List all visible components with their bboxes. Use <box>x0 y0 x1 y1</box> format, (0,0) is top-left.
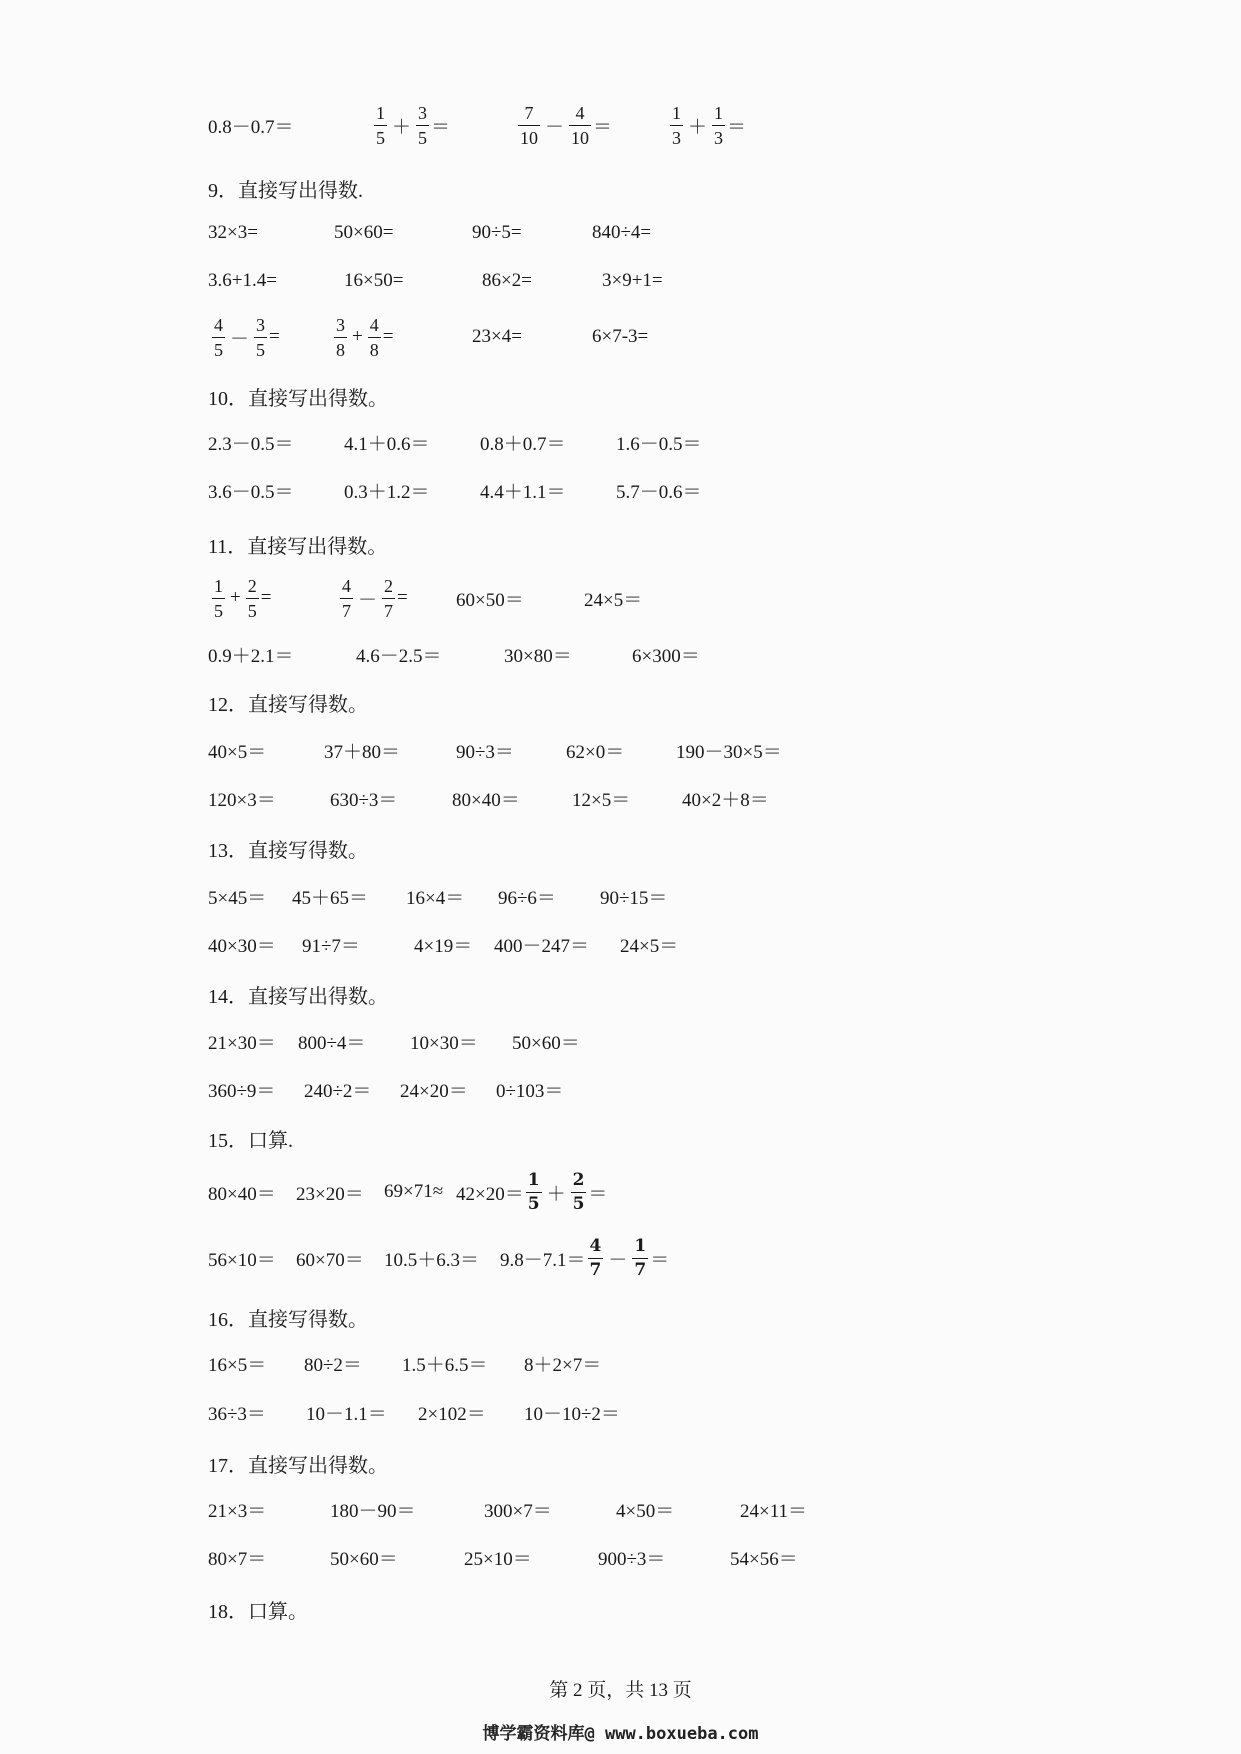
expr: 400－247＝ <box>494 935 590 957</box>
expr: 56×10＝ <box>208 1249 276 1271</box>
expr: 0.3＋1.2＝ <box>344 481 430 503</box>
q10-row-2 <box>0 468 1241 512</box>
expr: 1.6－0.5＝ <box>616 433 702 455</box>
fraction: $\frac{1}{5}$ <box>376 102 385 148</box>
q12-row-2 <box>0 776 1241 820</box>
fraction: $\frac{2}{5}$ <box>247 575 257 621</box>
q9-row-1 <box>0 211 1241 255</box>
expr: 840÷4= <box>592 222 652 243</box>
expr: 60×70＝ <box>296 1249 364 1271</box>
expr: 45＋65＝ <box>292 887 369 909</box>
expr: 16×4＝ <box>406 887 465 909</box>
q14-row-2 <box>0 1067 1241 1111</box>
fraction: $\frac{2}{7}$ <box>384 575 394 621</box>
expr: 800÷4＝ <box>298 1032 366 1054</box>
fraction: $\frac{1}{3}$ <box>714 102 724 148</box>
fraction: $\frac{3}{8}$ <box>336 314 345 360</box>
expr: 630÷3＝ <box>330 789 398 811</box>
q16-row-1 <box>0 1341 1241 1385</box>
expr-fraction: $\frac{4}{5}$ － $\frac{3}{5}$ = <box>214 314 280 360</box>
expr: 21×3＝ <box>208 1500 267 1522</box>
expr: 24×20＝ <box>400 1080 468 1102</box>
fraction: $\frac{4}{7}$ <box>589 1235 602 1280</box>
page-footer: 第 2 页，共 13 页 <box>549 1680 692 1701</box>
q17-row-2 <box>0 1535 1241 1579</box>
fraction: $\frac{4}{8}$ <box>369 314 379 360</box>
expr: 900÷3＝ <box>598 1548 666 1570</box>
expr: 10.5＋6.3＝ <box>384 1249 480 1271</box>
expr: 0.8－0.7＝ <box>208 116 294 138</box>
expr: 0÷103＝ <box>496 1080 564 1102</box>
expr: 40×2＋8＝ <box>682 789 769 811</box>
q16-row-2 <box>0 1390 1241 1434</box>
expr: 90÷5= <box>472 222 522 243</box>
expr: 190－30×5＝ <box>676 741 782 763</box>
expr: 5×45＝ <box>208 887 267 909</box>
expr: 37＋80＝ <box>324 741 401 763</box>
expr-fraction: $\frac{1}{5}$ + $\frac{2}{5}$ = <box>214 575 272 621</box>
question-9-title: 9．直接写出得数. <box>208 180 363 202</box>
expr: 24×11＝ <box>740 1500 808 1522</box>
expr: 10－10÷2＝ <box>524 1403 620 1425</box>
row-0 <box>0 103 1241 147</box>
expr: 0.8＋0.7＝ <box>480 433 566 455</box>
fraction: $\frac{2}{5}$ <box>572 1169 585 1214</box>
expr: 3.6－0.5＝ <box>208 481 294 503</box>
expr: 4.1＋0.6＝ <box>344 433 430 455</box>
watermark-site: 博学霸资料库 <box>482 1724 585 1744</box>
expr: 50×60＝ <box>512 1032 580 1054</box>
expr-fraction: $\frac{1}{5}$ ＋ $\frac{3}{5}$ ＝ <box>376 102 451 148</box>
question-16-title: 16．直接写得数。 <box>208 1309 368 1331</box>
q11-row-1 <box>0 576 1241 620</box>
fraction: $\frac{3}{5}$ <box>418 102 428 148</box>
question-13-title: 13．直接写得数。 <box>208 840 368 862</box>
expr: 300×7＝ <box>484 1500 552 1522</box>
fraction: $\frac{1}{5}$ <box>527 1169 540 1214</box>
question-14-title: 14．直接写出得数。 <box>208 986 388 1008</box>
expr: 60×50＝ <box>456 589 524 611</box>
question-11-title: 11．直接写出得数。 <box>208 536 388 558</box>
expr: 54×56＝ <box>730 1548 798 1570</box>
fraction: $\frac{4}{5}$ <box>214 314 223 360</box>
question-12-title: 12．直接写得数。 <box>208 694 368 716</box>
expr: 360÷9＝ <box>208 1080 276 1102</box>
fraction: $\frac{7}{10}$ <box>520 102 538 148</box>
expr-fraction: 9.8－7.1＝ $\frac{4}{7}$ － $\frac{1}{7}$ ＝ <box>500 1235 670 1280</box>
expr: 40×30＝ <box>208 935 276 957</box>
expr: 0.9＋2.1＝ <box>208 645 294 667</box>
q15-row-1 <box>0 1170 1241 1214</box>
expr: 16×5＝ <box>208 1354 267 1376</box>
q9-row-3 <box>0 315 1241 359</box>
q11-row-2 <box>0 632 1241 676</box>
expr: 2.3－0.5＝ <box>208 433 294 455</box>
expr: 12×5＝ <box>572 789 631 811</box>
expr: 4×50＝ <box>616 1500 675 1522</box>
expr: 90÷15＝ <box>600 887 668 909</box>
expr: 91÷7＝ <box>302 935 360 957</box>
expr: 10×30＝ <box>410 1032 478 1054</box>
expr-fraction: $\frac{3}{8}$ + $\frac{4}{8}$ = <box>336 314 394 360</box>
fraction: $\frac{1}{3}$ <box>672 102 681 148</box>
watermark <box>0 1719 1241 1744</box>
expr: 62×0＝ <box>566 741 625 763</box>
expr: 69×71≈ <box>384 1181 444 1202</box>
expr-fraction: $\frac{7}{10}$ － $\frac{4}{10}$ ＝ <box>520 102 613 148</box>
q17-row-1 <box>0 1487 1241 1531</box>
expr: 32×3= <box>208 222 258 243</box>
expr-fraction: $\frac{1}{3}$ ＋ $\frac{1}{3}$ ＝ <box>672 102 747 148</box>
expr: 80÷2＝ <box>304 1354 362 1376</box>
expr: 36÷3＝ <box>208 1403 266 1425</box>
expr: 24×5＝ <box>584 589 643 611</box>
expr: 80×40＝ <box>208 1183 276 1205</box>
expr: 4.4＋1.1＝ <box>480 481 566 503</box>
q15-row-2 <box>0 1236 1241 1280</box>
expr-fraction: $\frac{4}{7}$ － $\frac{2}{7}$ = <box>342 575 408 621</box>
expr: 3.6+1.4= <box>208 270 277 291</box>
fraction: $\frac{1}{7}$ <box>634 1235 647 1280</box>
expr: 50×60= <box>334 222 394 243</box>
expr: 3×9+1= <box>602 270 663 291</box>
expr: 240÷2＝ <box>304 1080 372 1102</box>
expr: 80×40＝ <box>452 789 520 811</box>
expr: 1.5＋6.5＝ <box>402 1354 488 1376</box>
fraction: $\frac{3}{5}$ <box>256 314 266 360</box>
expr: 90÷3＝ <box>456 741 514 763</box>
expr-fraction: 42×20＝ $\frac{1}{5}$ ＋ $\frac{2}{5}$ ＝ <box>456 1169 608 1214</box>
expr: 40×5＝ <box>208 741 267 763</box>
expr: 2×102＝ <box>418 1403 486 1425</box>
fraction: $\frac{1}{5}$ <box>214 575 223 621</box>
fraction: $\frac{4}{10}$ <box>571 102 590 148</box>
question-15-title: 15．口算. <box>208 1130 293 1152</box>
fraction: $\frac{4}{7}$ <box>342 575 351 621</box>
question-18-title: 18．口算。 <box>208 1601 308 1623</box>
expr: 24×5＝ <box>620 935 679 957</box>
question-17-title: 17．直接写出得数。 <box>208 1455 388 1477</box>
expr: 6×300＝ <box>632 645 700 667</box>
expr: 8＋2×7＝ <box>524 1354 602 1376</box>
watermark-url: @ www.boxueba.com <box>584 1724 759 1744</box>
expr: 50×60＝ <box>330 1548 398 1570</box>
expr: 96÷6＝ <box>498 887 556 909</box>
expr: 16×50= <box>344 270 404 291</box>
q13-row-1 <box>0 874 1241 918</box>
expr: 21×30＝ <box>208 1032 276 1054</box>
q12-row-1 <box>0 728 1241 772</box>
expr: 25×10＝ <box>464 1548 532 1570</box>
q10-row-1 <box>0 420 1241 464</box>
question-10-title: 10．直接写出得数。 <box>208 388 388 410</box>
expr: 180－90＝ <box>330 1500 416 1522</box>
expr: 6×7-3= <box>592 326 649 347</box>
expr: 120×3＝ <box>208 789 276 811</box>
expr: 86×2= <box>482 270 532 291</box>
q13-row-2 <box>0 922 1241 966</box>
expr: 23×4= <box>472 326 522 347</box>
expr: 30×80＝ <box>504 645 572 667</box>
expr: 4.6－2.5＝ <box>356 645 442 667</box>
expr: 23×20＝ <box>296 1183 364 1205</box>
expr: 4×19＝ <box>414 935 473 957</box>
q14-row-1 <box>0 1019 1241 1063</box>
expr: 80×7＝ <box>208 1548 267 1570</box>
expr: 5.7－0.6＝ <box>616 481 702 503</box>
expr: 10－1.1＝ <box>306 1403 387 1425</box>
q9-row-2 <box>0 259 1241 303</box>
